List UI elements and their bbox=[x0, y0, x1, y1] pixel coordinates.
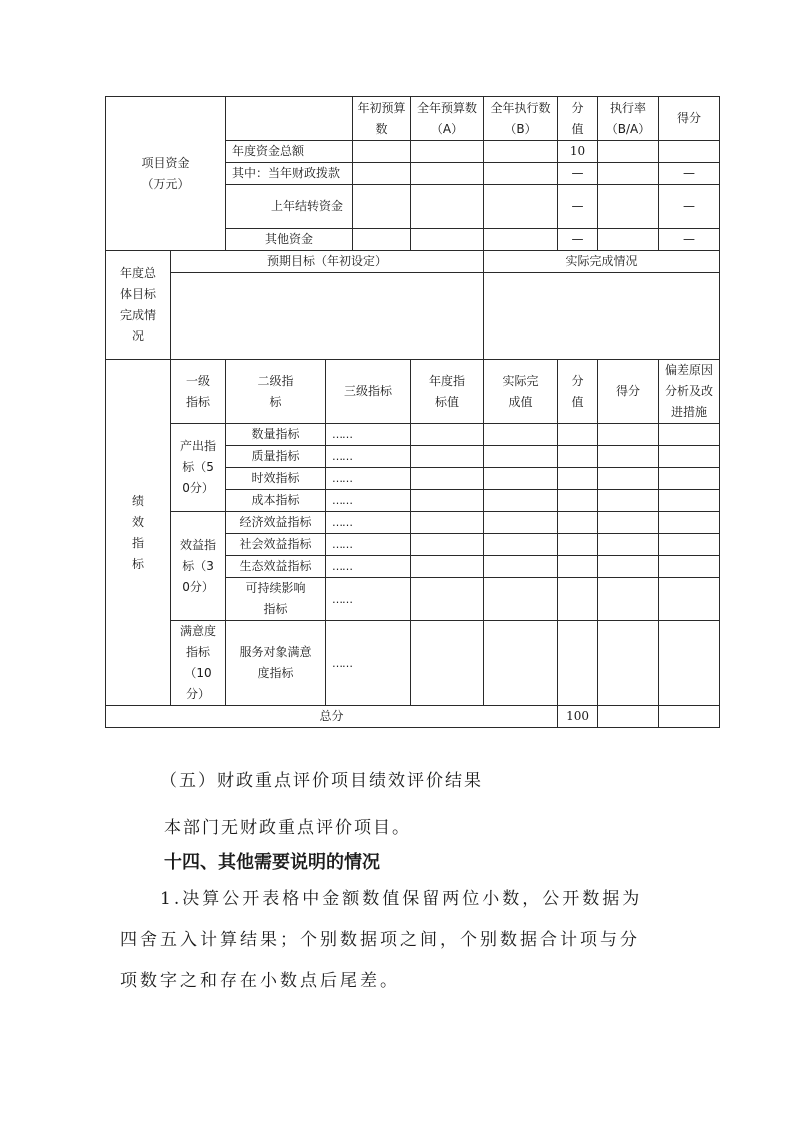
cell bbox=[598, 229, 659, 251]
cell bbox=[411, 468, 484, 490]
cell bbox=[558, 578, 598, 621]
cell bbox=[659, 424, 720, 446]
header-deviation-analysis: 偏差原因分析及改进措施 bbox=[659, 360, 720, 424]
level2-service-satisfaction: 服务对象满意度指标 bbox=[226, 621, 326, 706]
cell bbox=[598, 490, 659, 512]
cell bbox=[484, 556, 558, 578]
level3-placeholder: …… bbox=[326, 578, 411, 621]
cell bbox=[411, 578, 484, 621]
cell bbox=[598, 446, 659, 468]
cell bbox=[353, 163, 411, 185]
level3-placeholder: …… bbox=[326, 468, 411, 490]
cell bbox=[484, 490, 558, 512]
level3-placeholder: …… bbox=[326, 621, 411, 706]
cell bbox=[598, 424, 659, 446]
actual-completion-header: 实际完成情况 bbox=[484, 251, 720, 273]
level2-sustainability: 可持续影响指标 bbox=[226, 578, 326, 621]
funds-row-label-total: 年度资金总额 bbox=[226, 141, 353, 163]
cell bbox=[484, 185, 558, 229]
cell bbox=[659, 534, 720, 556]
cell bbox=[411, 141, 484, 163]
expected-goal-header: 预期目标（年初设定） bbox=[171, 251, 484, 273]
cell bbox=[598, 185, 659, 229]
funds-header-blank bbox=[226, 97, 353, 141]
funds-row-label: 项目资金（万元） bbox=[106, 97, 226, 251]
cell bbox=[659, 512, 720, 534]
cell bbox=[659, 706, 720, 728]
cell bbox=[558, 556, 598, 578]
cell bbox=[411, 424, 484, 446]
score-cell bbox=[659, 141, 720, 163]
score-cell: — bbox=[659, 185, 720, 229]
cell bbox=[598, 534, 659, 556]
score-value-cell: — bbox=[558, 229, 598, 251]
cell bbox=[598, 621, 659, 706]
goals-row-label: 年度总体目标完成情况 bbox=[106, 251, 171, 360]
cell bbox=[558, 534, 598, 556]
funds-row-label-appropriation: 其中：当年财政拨款 bbox=[226, 163, 353, 185]
score-cell: — bbox=[659, 229, 720, 251]
actual-completion-cell bbox=[484, 273, 720, 360]
cell bbox=[659, 446, 720, 468]
cell bbox=[484, 534, 558, 556]
header-score-value: 分值 bbox=[558, 360, 598, 424]
header-actual-value: 实际完成值 bbox=[484, 360, 558, 424]
cell bbox=[411, 556, 484, 578]
indicator-row bbox=[106, 424, 720, 446]
cell bbox=[353, 185, 411, 229]
level1-satisfaction: 满意度指标（10分） bbox=[171, 621, 226, 706]
section5-title: （五）财政重点评价项目绩效评价结果 bbox=[160, 771, 483, 791]
level3-placeholder: …… bbox=[326, 556, 411, 578]
cell bbox=[598, 468, 659, 490]
cell bbox=[484, 424, 558, 446]
indicators-row-label: 绩效指标 bbox=[106, 360, 171, 706]
level3-placeholder: …… bbox=[326, 424, 411, 446]
level1-benefit: 效益指标（30分） bbox=[171, 512, 226, 621]
score-value-cell: — bbox=[558, 163, 598, 185]
expected-goal-cell bbox=[171, 273, 484, 360]
level2-economic: 经济效益指标 bbox=[226, 512, 326, 534]
level2-quantity: 数量指标 bbox=[226, 424, 326, 446]
cell bbox=[484, 229, 558, 251]
indicator-row bbox=[106, 621, 720, 706]
cell bbox=[659, 578, 720, 621]
cell bbox=[598, 706, 659, 728]
cell bbox=[484, 621, 558, 706]
cell bbox=[411, 163, 484, 185]
cell bbox=[353, 229, 411, 251]
cell bbox=[484, 512, 558, 534]
cell bbox=[484, 141, 558, 163]
cell bbox=[558, 468, 598, 490]
indicator-row bbox=[106, 512, 720, 534]
total-score-value: 100 bbox=[558, 706, 598, 728]
cell bbox=[558, 621, 598, 706]
header-annual-budget: 全年预算数（A） bbox=[411, 97, 484, 141]
cell bbox=[558, 446, 598, 468]
cell bbox=[411, 512, 484, 534]
cell bbox=[411, 185, 484, 229]
level2-timeliness: 时效指标 bbox=[226, 468, 326, 490]
score-cell: — bbox=[659, 163, 720, 185]
section14-title: 十四、其他需要说明的情况 bbox=[164, 852, 380, 873]
cell bbox=[598, 141, 659, 163]
note1-line1: 1.决算公开表格中金额数值保留两位小数，公开数据为 bbox=[160, 889, 643, 909]
header-score: 得分 bbox=[659, 97, 720, 141]
header-annual-target: 年度指标值 bbox=[411, 360, 484, 424]
header-annual-execution: 全年执行数（B） bbox=[484, 97, 558, 141]
total-label: 总分 bbox=[106, 706, 558, 728]
cell bbox=[659, 621, 720, 706]
header-execution-rate: 执行率（B/A） bbox=[598, 97, 659, 141]
cell bbox=[353, 141, 411, 163]
level2-social: 社会效益指标 bbox=[226, 534, 326, 556]
header-level3: 三级指标 bbox=[326, 360, 411, 424]
header-level1: 一级指标 bbox=[171, 360, 226, 424]
header-level2: 二级指标 bbox=[226, 360, 326, 424]
funds-row-label-other: 其他资金 bbox=[226, 229, 353, 251]
cell bbox=[411, 534, 484, 556]
cell bbox=[659, 468, 720, 490]
level3-placeholder: …… bbox=[326, 446, 411, 468]
header-score-value: 分值 bbox=[558, 97, 598, 141]
total-row bbox=[106, 706, 720, 728]
cell bbox=[598, 578, 659, 621]
cell bbox=[484, 446, 558, 468]
level2-cost: 成本指标 bbox=[226, 490, 326, 512]
cell bbox=[598, 163, 659, 185]
cell bbox=[411, 229, 484, 251]
performance-evaluation-table bbox=[105, 96, 720, 728]
header-initial-budget: 年初预算数 bbox=[353, 97, 411, 141]
score-value-cell: — bbox=[558, 185, 598, 229]
cell bbox=[558, 424, 598, 446]
cell bbox=[484, 163, 558, 185]
cell bbox=[558, 512, 598, 534]
cell bbox=[598, 556, 659, 578]
level3-placeholder: …… bbox=[326, 512, 411, 534]
note1-line2: 四舍五入计算结果；个别数据项之间，个别数据合计项与分 bbox=[120, 930, 640, 950]
cell bbox=[659, 490, 720, 512]
score-value-cell: 10 bbox=[558, 141, 598, 163]
section5-body: 本部门无财政重点评价项目。 bbox=[164, 818, 411, 838]
funds-row-label-carryover: 上年结转资金 bbox=[226, 185, 353, 229]
cell bbox=[598, 512, 659, 534]
cell bbox=[411, 446, 484, 468]
level3-placeholder: …… bbox=[326, 490, 411, 512]
level1-output: 产出指标（50分） bbox=[171, 424, 226, 512]
cell bbox=[411, 621, 484, 706]
cell bbox=[484, 468, 558, 490]
cell bbox=[411, 490, 484, 512]
header-score: 得分 bbox=[598, 360, 659, 424]
cell bbox=[659, 556, 720, 578]
note1-line3: 项数字之和存在小数点后尾差。 bbox=[120, 971, 400, 991]
cell bbox=[484, 578, 558, 621]
level3-placeholder: …… bbox=[326, 534, 411, 556]
level2-ecological: 生态效益指标 bbox=[226, 556, 326, 578]
cell bbox=[558, 490, 598, 512]
level2-quality: 质量指标 bbox=[226, 446, 326, 468]
